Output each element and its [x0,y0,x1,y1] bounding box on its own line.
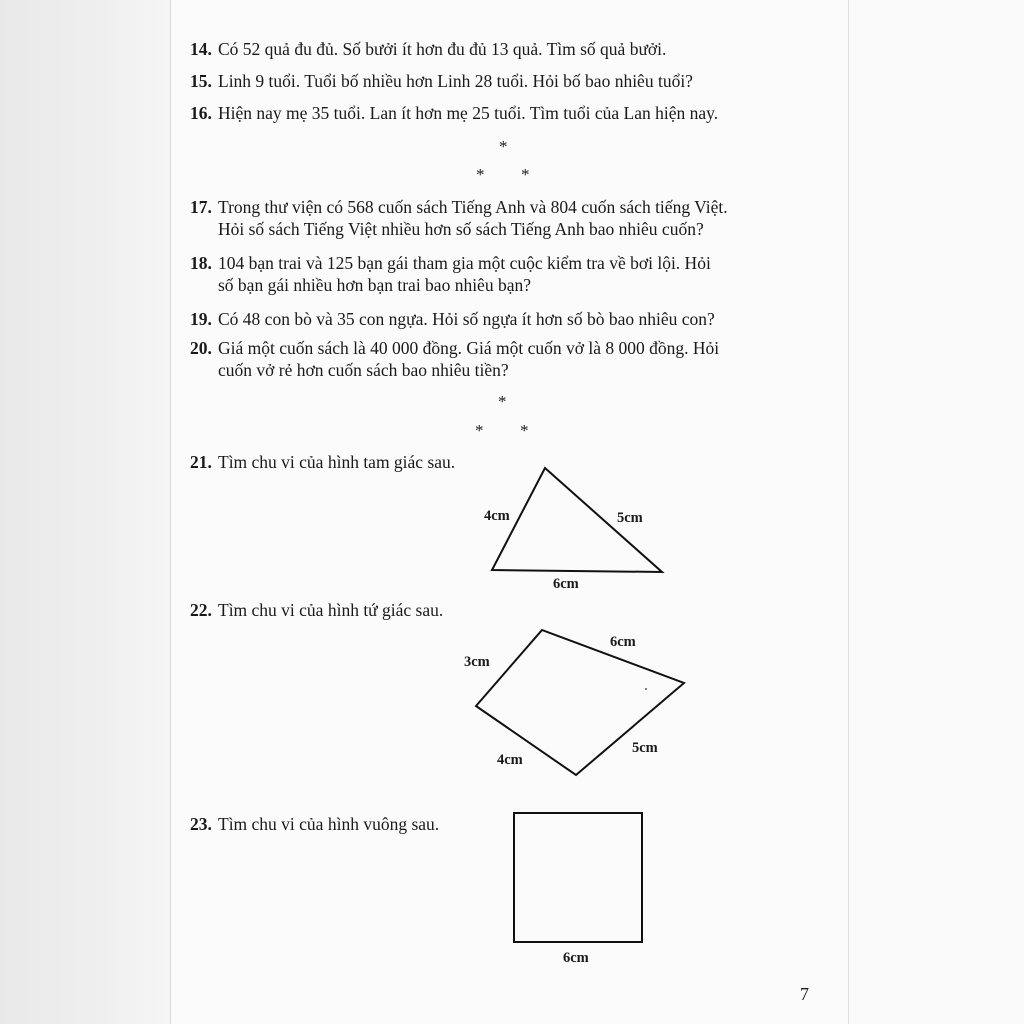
problem-text: Tìm chu vi của hình vuông sau. [218,814,440,834]
problem-number: 23. [190,814,212,834]
separator-star: * [475,421,484,440]
problem-text-line1: Trong thư viện có 568 cuốn sách Tiếng Anh và 804 cuốn sách tiếng Việt. [218,197,728,217]
triangle-left-side-label: 4cm [484,508,510,524]
problem-text: Linh 9 tuổi. Tuổi bố nhiều hơn Linh 28 tuổi. Hỏi bố bao nhiêu tuổi? [218,71,693,91]
problem-number: 18. [190,253,212,273]
print-speck [645,688,647,690]
separator-star: * [499,137,508,156]
problem-number: 20. [190,338,212,358]
triangle-right-side-label: 5cm [617,510,643,526]
problem-text: Tìm chu vi của hình tam giác sau. [218,452,456,472]
problem-text: Tìm chu vi của hình tứ giác sau. [218,600,444,620]
triangle-base-label: 6cm [553,576,579,592]
problem-18-line2: số bạn gái nhiều hơn bạn trai bao nhiêu bạn? [218,275,531,295]
problem-number: 19. [190,309,212,329]
problem-17-line2: Hỏi số sách Tiếng Việt nhiều hơn số sách Tiếng Anh bao nhiêu cuốn? [218,219,704,239]
separator-star: * [520,421,529,440]
problem-text-line1: 104 bạn trai và 125 bạn gái tham gia một cuộc kiểm tra về bơi lội. Hỏi [218,253,711,273]
problem-text: Có 52 quả đu đủ. Số bưởi ít hơn đu đủ 13 quả. Tìm số quả bưởi. [218,39,667,59]
square-figure [514,813,642,942]
problem-20-line2: cuốn vở rẻ hơn cuốn sách bao nhiêu tiền? [218,360,509,380]
problem-number: 14. [190,39,212,59]
quad-bottom-right-label: 5cm [632,740,658,756]
problem-number: 16. [190,103,212,123]
problem-number: 17. [190,197,212,217]
problem-text-line1: Giá một cuốn sách là 40 000 đồng. Giá một cuốn vở là 8 000 đồng. Hỏi [218,338,720,358]
problem-number: 21. [190,452,212,472]
problem-text: Có 48 con bò và 35 con ngựa. Hỏi số ngựa ít hơn số bò bao nhiêu con? [218,309,715,329]
quad-bottom-left-label: 4cm [497,752,523,768]
page-number: 7 [800,984,809,1004]
problem-text: Hiện nay mẹ 35 tuổi. Lan ít hơn mẹ 25 tuổi. Tìm tuổi của Lan hiện nay. [218,103,719,123]
problem-number: 22. [190,600,212,620]
separator-star: * [476,165,485,184]
separator-star: * [521,165,530,184]
quad-top-right-label: 6cm [610,634,636,650]
separator-star: * [498,392,507,411]
square-side-label: 6cm [563,950,589,966]
quad-top-left-label: 3cm [464,654,490,670]
problem-number: 15. [190,71,212,91]
